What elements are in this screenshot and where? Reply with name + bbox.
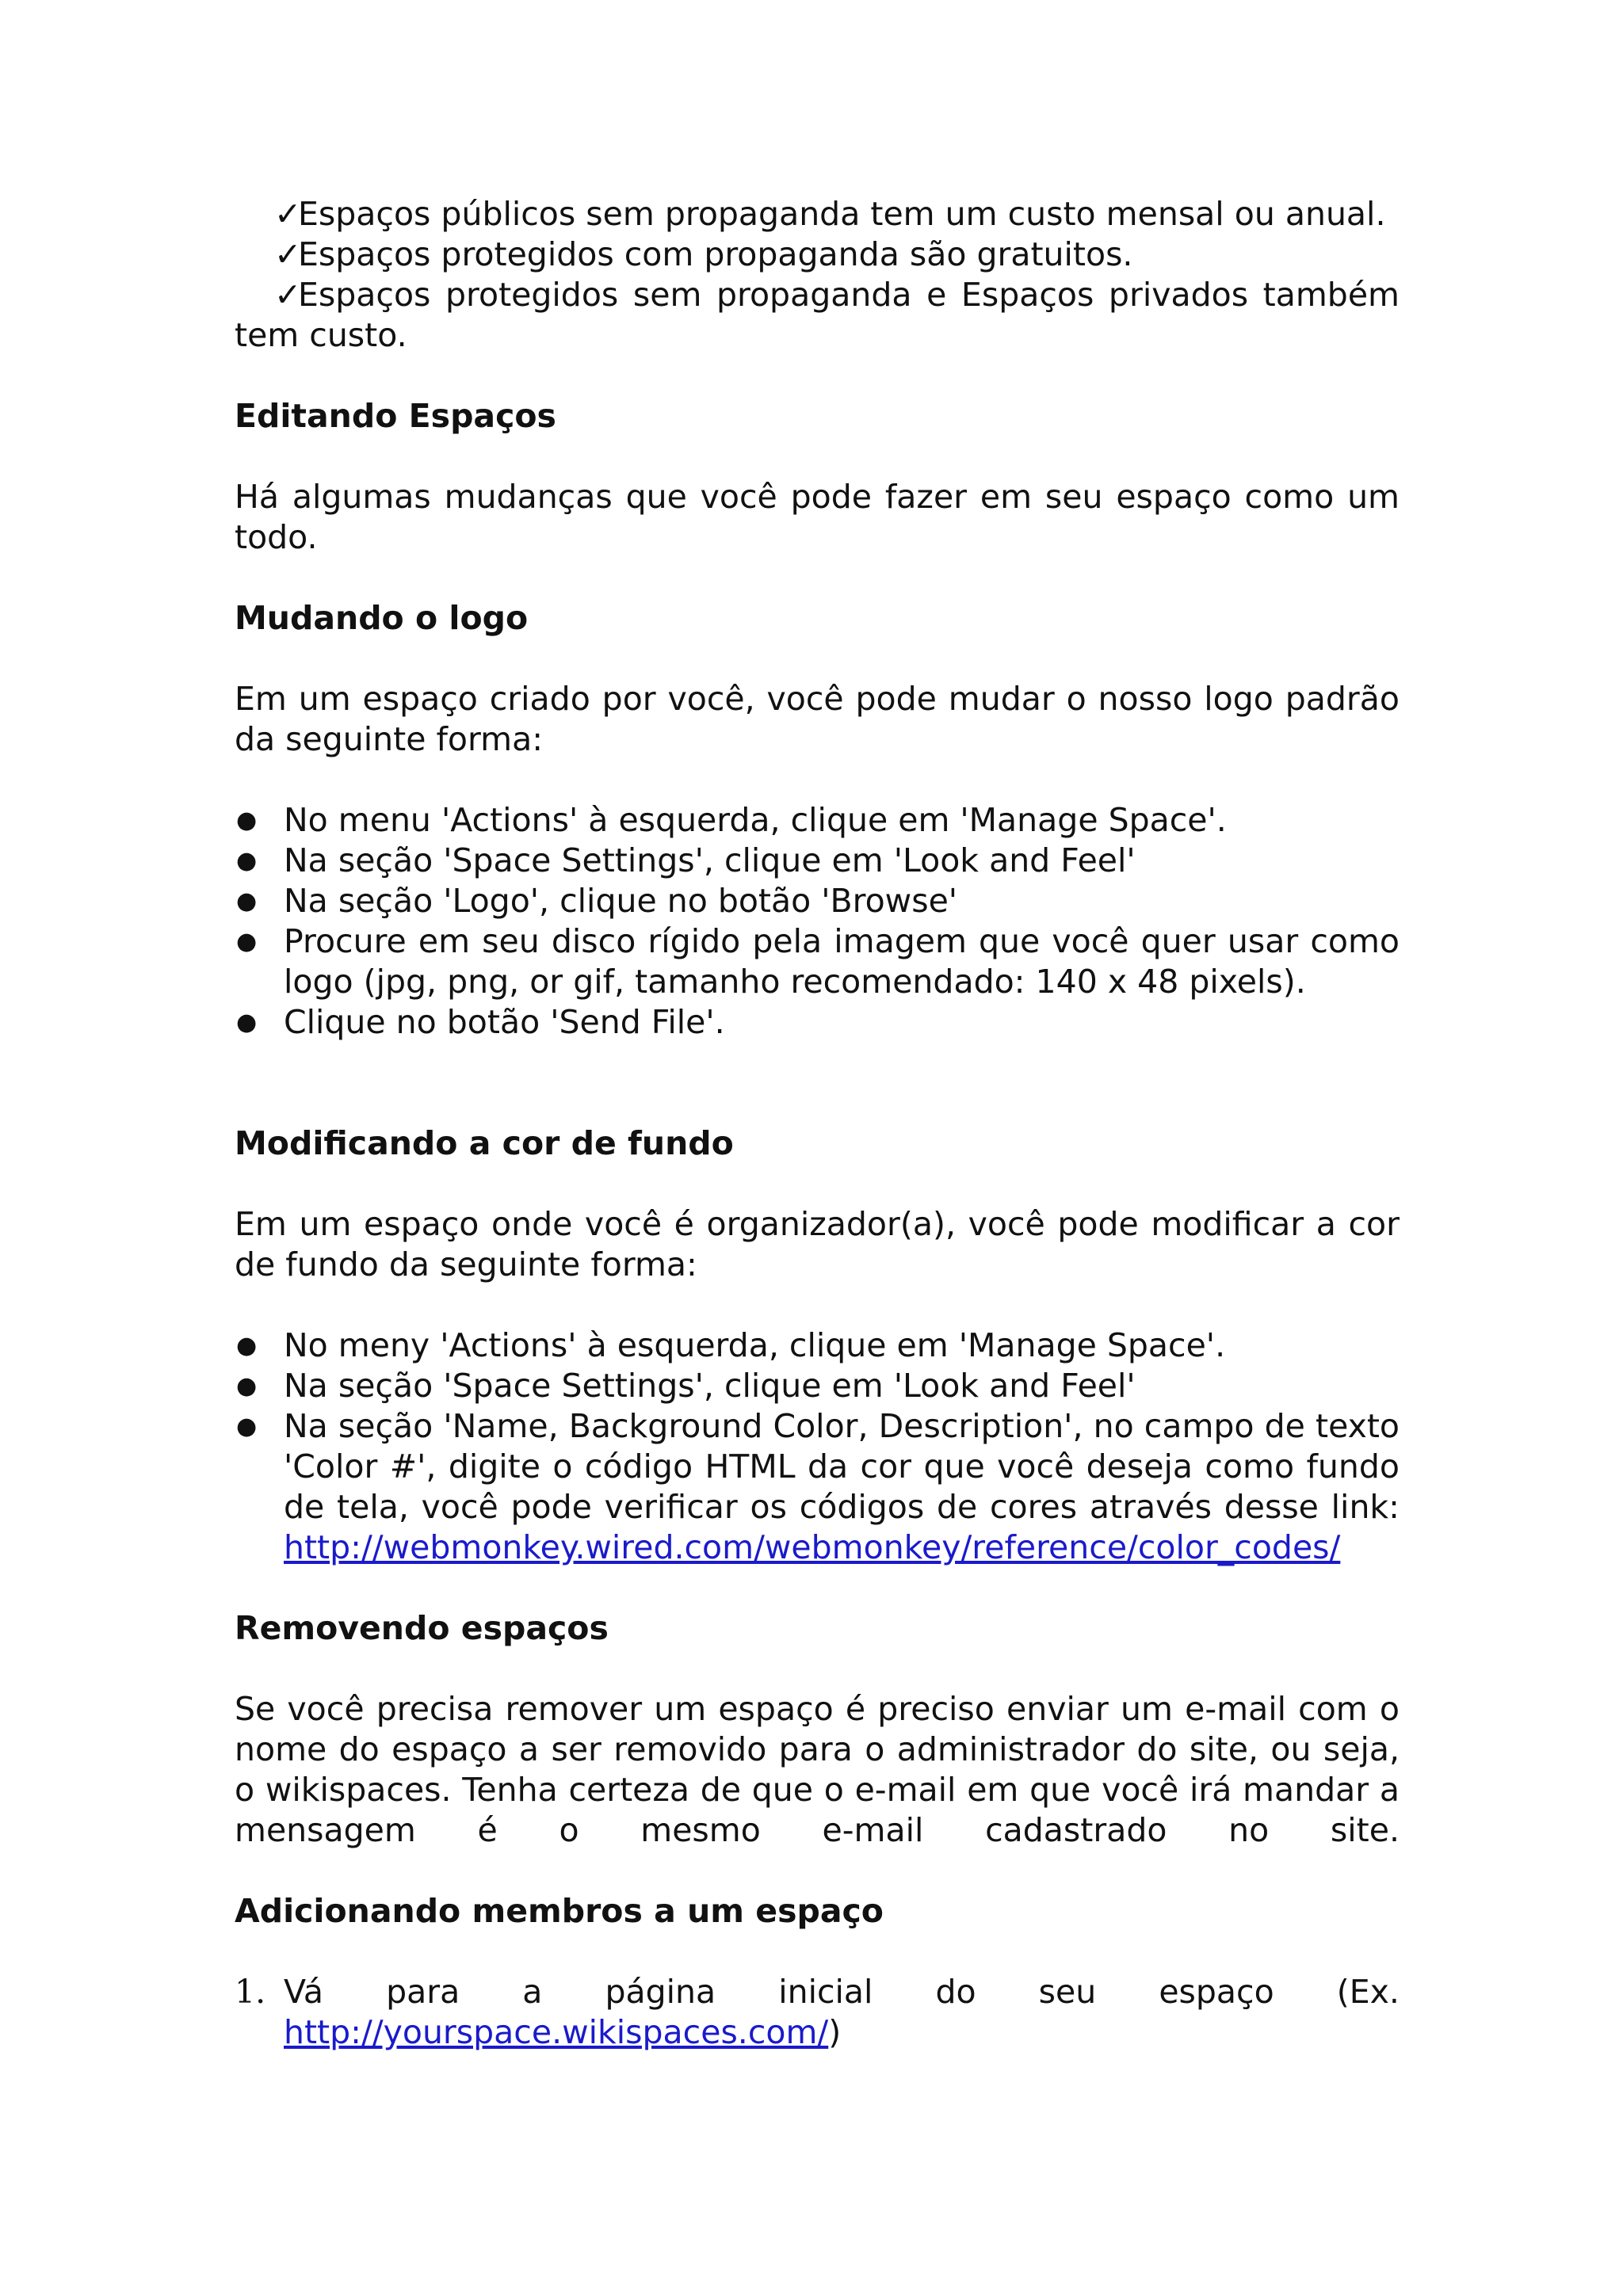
check-mark-icon: ✓ <box>274 276 302 314</box>
step-link-line: http://yourspace.wikispaces.com/) <box>284 2013 842 2051</box>
bullet-icon: ● <box>236 1372 258 1400</box>
list-item <box>235 1972 1400 2053</box>
logo-paragraph: Em um espaço criado por você, você pode mudar o nosso logo padrão da seguinte forma: <box>235 680 1400 758</box>
background-paragraph: Em um espaço onde você é organizador(a), você pode modificar a cor de fundo da seguinte forma: <box>235 1205 1400 1283</box>
heading-remove-spaces: Removendo espaços <box>235 1609 609 1647</box>
bullet-icon: ● <box>236 1009 258 1036</box>
heading-change-logo: Mudando o logo <box>235 599 529 637</box>
wikispaces-home-link[interactable]: http://yourspace.wikispaces.com/ <box>284 2013 829 2051</box>
step-justified-line: Vá para a página inicial do seu espaço (Ex. <box>284 1973 1400 2011</box>
heading-editing-spaces: Editando Espaços <box>235 397 556 435</box>
bullet-icon: ● <box>236 928 258 955</box>
bullet-icon: ● <box>236 847 258 875</box>
members-steps-list <box>235 1972 1400 2053</box>
removing-paragraph: Se você precisa remover um espaço é preciso enviar um e-mail com o nome do espaço a ser removido para o administrador do site, ou seja, o wikispaces. Tenha certeza de que o e-mail em que você irá mandar a mensagem é o mesmo e-mail cadastrado no site. <box>235 1690 1400 1849</box>
list-item: ● No menu 'Actions' à esquerda, clique em 'Manage Space'. <box>236 801 1227 839</box>
background-steps-list <box>235 1325 1400 1568</box>
list-item: ● Na seção 'Logo', clique no botão 'Browse' <box>236 882 958 920</box>
list-item: ● Na seção 'Name, Background Color, Description', no campo de texto 'Color #', digite o código HTML da cor que você deseja como fundo de tela, você pode verificar os códigos de cores através desse link: http://webmonkey.wired.com/webmonkey/reference/color_codes/ <box>236 1407 1400 1566</box>
document-page <box>235 194 1400 2053</box>
heading-add-members: Adicionando membros a um espaço <box>235 1892 884 1930</box>
heading-background-color: Modificando a cor de fundo <box>235 1124 734 1162</box>
step-number: 1. <box>235 1973 266 2011</box>
color-codes-link[interactable]: http://webmonkey.wired.com/webmonkey/reference/color_codes/ <box>284 1528 1341 1566</box>
bullet-icon: ● <box>236 887 258 915</box>
check-item: ✓Espaços protegidos sem propaganda e Espaços privados também tem custo. <box>235 276 1400 354</box>
list-item: ● No meny 'Actions' à esquerda, clique em 'Manage Space'. <box>236 1326 1226 1364</box>
list-item: ● Procure em seu disco rígido pela imagem que você quer usar como logo (jpg, png, or gif, tamanho recomendado: 140 x 48 pixels). <box>236 922 1400 1001</box>
check-item: ✓Espaços públicos sem propaganda tem um custo mensal ou anual. <box>274 195 1386 233</box>
list-item: ● Na seção 'Space Settings', clique em 'Look and Feel' <box>236 841 1136 879</box>
bullet-icon: ● <box>236 807 258 834</box>
check-mark-icon: ✓ <box>274 195 302 233</box>
bullet-icon: ● <box>236 1413 258 1440</box>
list-item: ● Na seção 'Space Settings', clique em 'Look and Feel' <box>236 1367 1136 1405</box>
logo-steps-list <box>235 800 1400 1043</box>
check-item: ✓Espaços protegidos com propaganda são gratuitos. <box>274 235 1133 273</box>
intro-check-list <box>235 194 1400 356</box>
check-mark-icon: ✓ <box>274 235 302 273</box>
list-item: ● Clique no botão 'Send File'. <box>236 1003 725 1041</box>
bullet-icon: ● <box>236 1332 258 1360</box>
editing-paragraph: Há algumas mudanças que você pode fazer em seu espaço como um todo. <box>235 478 1400 556</box>
